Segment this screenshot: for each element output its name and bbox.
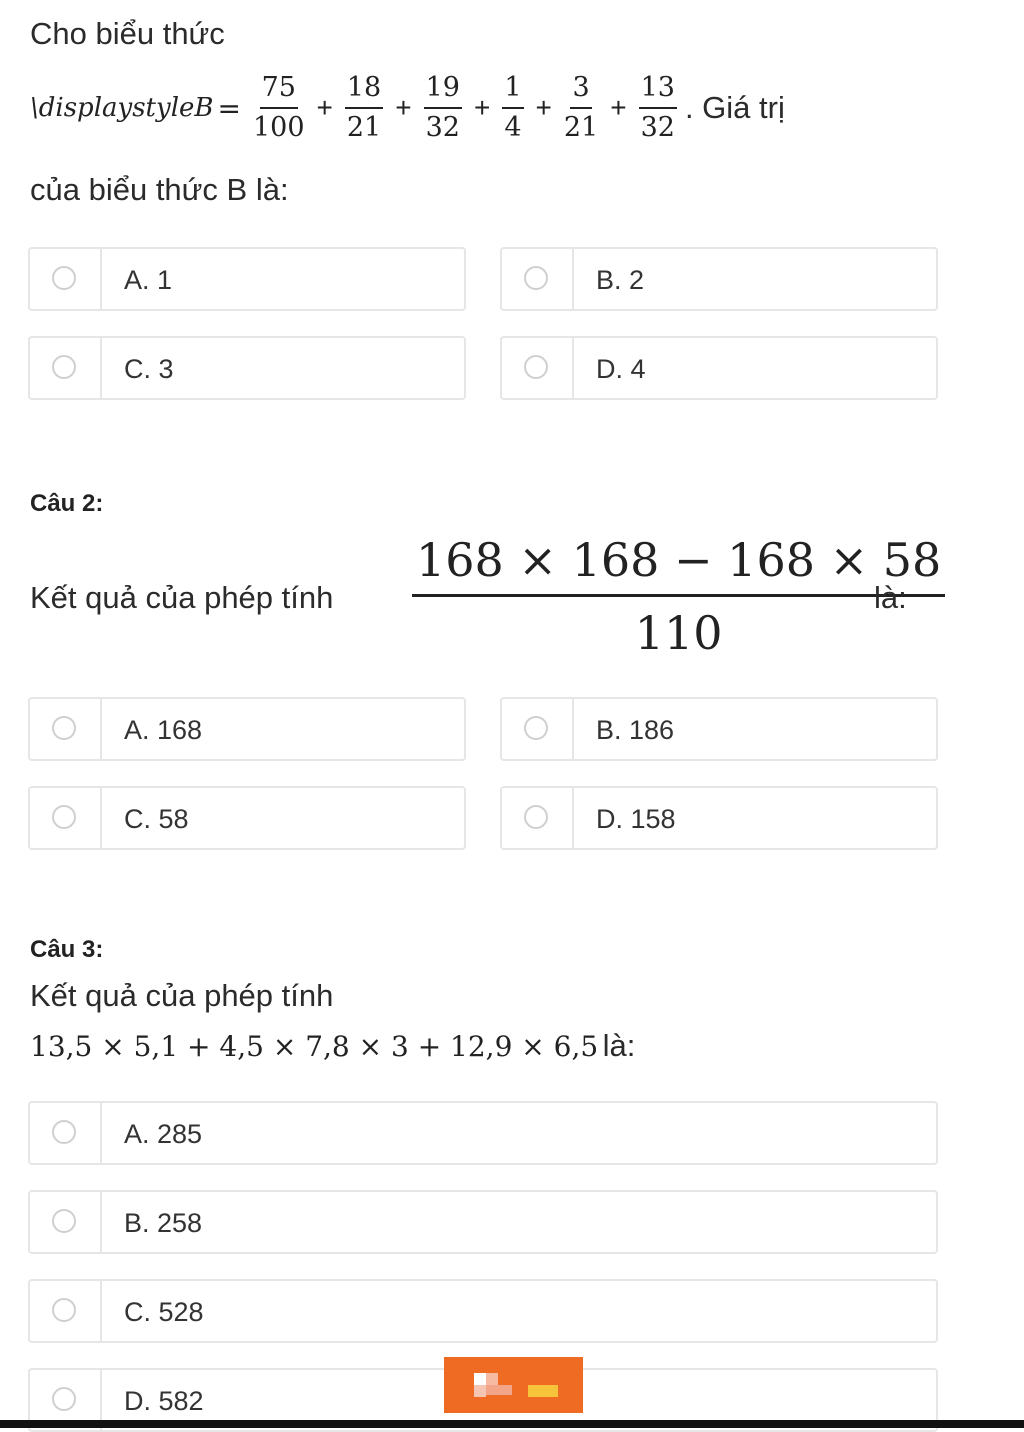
radio-button[interactable]: [524, 266, 548, 290]
q1-fraction-den: 32: [425, 112, 460, 143]
q1-equals: =: [217, 91, 241, 125]
radio-cell: [502, 338, 574, 398]
radio-button[interactable]: [524, 805, 548, 829]
q1-fraction-num: 18: [345, 71, 383, 109]
q3-suffix: là:: [602, 1028, 636, 1063]
option-label: C. 58: [124, 804, 189, 834]
q1-fraction: [502, 71, 523, 145]
q2-suffix: là:: [874, 580, 907, 615]
pixel-icon: [528, 1385, 558, 1397]
radio-button[interactable]: [52, 1387, 76, 1411]
radio-button[interactable]: [52, 716, 76, 740]
bottom-edge-bar: [0, 1420, 1024, 1428]
q1-plus: +: [473, 92, 491, 123]
q1-fraction: [253, 71, 305, 145]
q1-option-a[interactable]: [28, 247, 466, 311]
q1-plus: +: [316, 92, 333, 123]
option-label: D. 158: [596, 804, 676, 834]
q1-option-d[interactable]: [500, 336, 938, 400]
radio-button[interactable]: [52, 1120, 76, 1144]
q3-prefix: Kết quả của phép tính: [30, 978, 334, 1013]
radio-cell: [502, 699, 574, 759]
radio-cell: [30, 1192, 102, 1252]
q3-option-b[interactable]: [28, 1190, 938, 1254]
q3-heading: Câu 3:: [30, 936, 104, 963]
q2-option-d[interactable]: [500, 786, 938, 850]
radio-button[interactable]: [524, 355, 548, 379]
q1-fraction: [424, 71, 462, 145]
q1-fraction-den: 21: [346, 112, 382, 143]
q2-prefix: Kết quả của phép tính: [30, 580, 334, 615]
option-label: C. 3: [124, 354, 174, 384]
radio-cell: [30, 338, 102, 398]
q1-option-c[interactable]: [28, 336, 466, 400]
option-label: D. 4: [596, 354, 646, 384]
q1-fraction: [345, 71, 383, 145]
option-label: D. 582: [124, 1386, 204, 1416]
q2-heading: Câu 2:: [30, 490, 104, 517]
q1-fraction-num: 1: [502, 71, 523, 109]
q1-fraction: [639, 71, 677, 145]
radio-cell: [502, 249, 574, 309]
radio-button[interactable]: [52, 1298, 76, 1322]
pixel-icon: [474, 1373, 486, 1385]
q3-expression: 13,5 × 5,1 + 4,5 × 7,8 × 3 + 12,9 × 6,5: [30, 1030, 599, 1063]
q1-fraction: [564, 71, 598, 145]
option-label: B. 258: [124, 1208, 203, 1238]
q2-option-b[interactable]: [500, 697, 938, 761]
option-label: A. 168: [124, 715, 203, 745]
option-label: C. 528: [124, 1297, 204, 1327]
radio-cell: [30, 249, 102, 309]
q1-plus: +: [610, 92, 627, 123]
q3-option-c[interactable]: [28, 1279, 938, 1343]
radio-button[interactable]: [524, 716, 548, 740]
radio-cell: [30, 1103, 102, 1163]
pixel-icon: [474, 1385, 486, 1397]
q1-line3: của biểu thức B là:: [30, 172, 289, 207]
q1-option-b[interactable]: [500, 247, 938, 311]
option-label: B. 186: [596, 715, 675, 745]
q1-plus: +: [395, 92, 412, 123]
q1-intro: Cho biểu thức: [30, 16, 225, 51]
q1-fraction-num: 13: [639, 71, 677, 109]
q1-fraction-den: 4: [504, 112, 522, 143]
q1-formula-prefix: \displaystyleB: [30, 93, 214, 123]
option-label: A. 1: [124, 265, 173, 295]
q1-suffix: . Giá trị: [684, 90, 785, 125]
q3-option-a[interactable]: [28, 1101, 938, 1165]
q1-plus: +: [535, 92, 552, 123]
q2-option-c[interactable]: [28, 786, 466, 850]
radio-button[interactable]: [52, 1209, 76, 1233]
radio-button[interactable]: [52, 355, 76, 379]
radio-cell: [30, 1281, 102, 1341]
pixel-icon: [486, 1373, 498, 1385]
radio-cell: [30, 699, 102, 759]
option-label: A. 285: [124, 1119, 203, 1149]
pixel-icon: [486, 1385, 512, 1395]
q2-denominator: 110: [634, 606, 723, 660]
q3-expression-line: [30, 1028, 635, 1064]
radio-button[interactable]: [52, 805, 76, 829]
q1-fraction-num: 19: [424, 71, 462, 109]
option-label: B. 2: [596, 265, 645, 295]
radio-cell: [502, 788, 574, 848]
q1-fraction-den: 32: [640, 112, 675, 143]
q1-fraction-num: 75: [260, 71, 298, 109]
floating-action-button[interactable]: [444, 1357, 583, 1413]
radio-cell: [30, 788, 102, 848]
q1-fraction-den: 100: [252, 112, 305, 143]
q2-option-a[interactable]: [28, 697, 466, 761]
q1-fraction-num: 3: [570, 71, 591, 109]
radio-button[interactable]: [52, 266, 76, 290]
q2-fraction: [412, 532, 945, 661]
q1-fraction-den: 21: [563, 112, 599, 143]
q1-formula: [30, 58, 785, 158]
q2-numerator: 168 × 168 − 168 × 58: [412, 532, 945, 597]
